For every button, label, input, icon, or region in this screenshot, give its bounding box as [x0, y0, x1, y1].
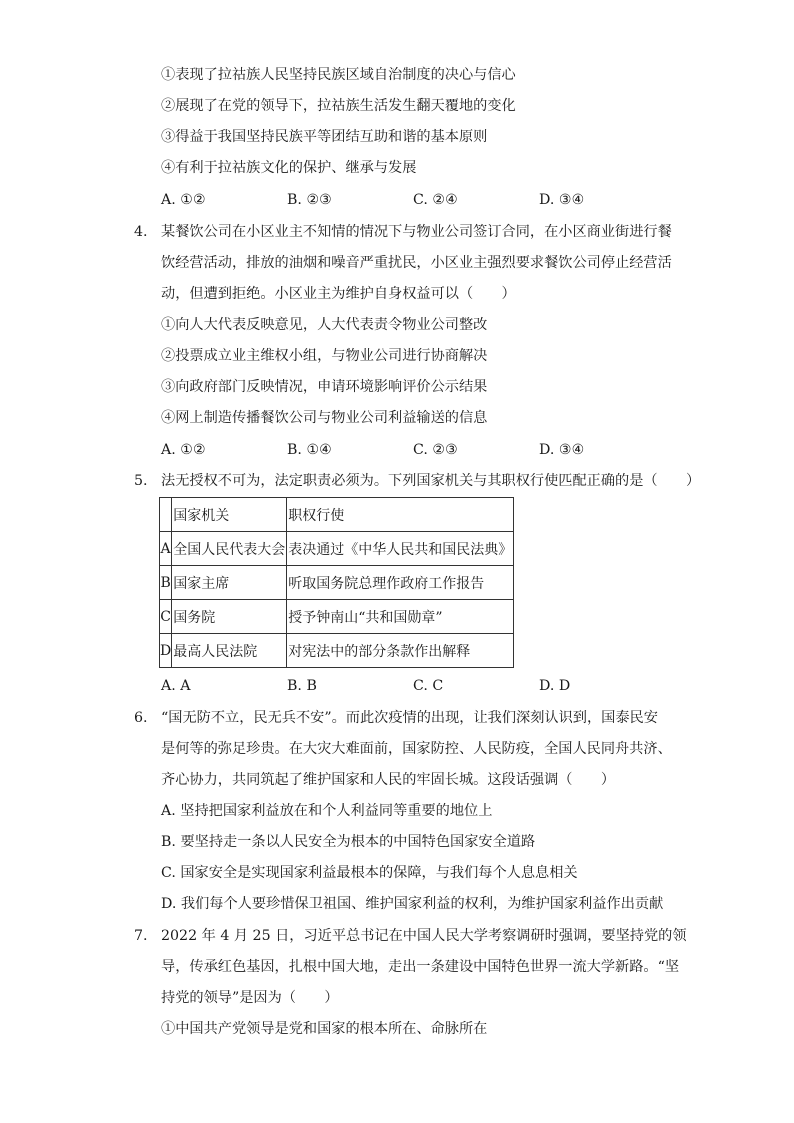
q6-number: 6. [134, 710, 148, 726]
table-cell: D [160, 634, 172, 668]
table-header-organ: 国家机关 [172, 498, 287, 532]
table-cell: A [160, 532, 172, 566]
q3-statement-1: ①表现了拉祜族人民坚持民族区域自治制度的决心与信心 [161, 67, 516, 83]
q5-table [159, 497, 514, 668]
q6-stem-line-2: 是何等的弥足珍贵。在大灾大难面前，国家防控、人民防疫，全国人民同舟共济、 [161, 741, 672, 757]
q4-option-d: D. ③④ [539, 442, 585, 458]
q4-stem-line-1: 某餐饮公司在小区业主不知情的情况下与物业公司签订合同，在小区商业街进行餐 [161, 224, 672, 240]
table-cell: C [160, 600, 172, 634]
q4-statement-4: ④网上制造传播餐饮公司与物业公司利益输送的信息 [161, 410, 488, 426]
table-cell: 授予钟南山“共和国勋章” [287, 600, 514, 634]
table-cell: 国家主席 [172, 566, 287, 600]
q4-option-b: B. ①④ [287, 442, 332, 458]
table-header-power: 职权行使 [287, 498, 514, 532]
q3-option-d: D. ③④ [539, 192, 585, 208]
table-row [160, 634, 514, 668]
q3-statement-2: ②展现了在党的领导下，拉祜族生活发生翻天覆地的变化 [161, 98, 516, 114]
q3-option-c: C. ②④ [413, 192, 458, 208]
q4-statement-2: ②投票成立业主维权小组，与物业公司进行协商解决 [161, 348, 488, 364]
q5-option-c: C. C [413, 678, 444, 694]
q5-number: 5. [134, 473, 148, 489]
q3-option-b: B. ②③ [287, 192, 332, 208]
q7-stem-line-1: 2022 年 4 月 25 日，习近平总书记在中国人民大学考察调研时强调，要坚持党的领 [161, 928, 687, 944]
q7-statement-1: ①中国共产党领导是党和国家的根本所在、命脉所在 [161, 1021, 488, 1037]
q3-statement-4: ④有利于拉祜族文化的保护、继承与发展 [161, 160, 417, 176]
q6-option-d: D. 我们每个人要珍惜保卫祖国、维护国家利益的权利，为维护国家利益作出贡献 [161, 896, 664, 912]
q5-stem: 法无授权不可为，法定职责必须为。下列国家机关与其职权行使匹配正确的是（ ） [161, 473, 701, 489]
q7-number: 7. [134, 928, 148, 944]
q4-option-a: A. ①② [161, 442, 206, 458]
q4-number: 4. [134, 224, 148, 240]
q5-option-b: B. B [287, 678, 317, 694]
q5-option-a: A. A [161, 678, 191, 694]
table-cell: 最高人民法院 [172, 634, 287, 668]
q7-stem-line-3: 持党的领导”是因为（ ） [161, 990, 339, 1006]
q3-statement-3: ③得益于我国坚持民族平等团结互助和谐的基本原则 [161, 129, 488, 145]
q4-statement-3: ③向政府部门反映情况，申请环境影响评价公示结果 [161, 379, 488, 395]
q4-option-c: C. ②③ [413, 442, 458, 458]
table-cell: 表决通过《中华人民共和国民法典》 [287, 532, 514, 566]
q6-option-c: C. 国家安全是实现国家利益最根本的保障，与我们每个人息息相关 [161, 865, 578, 881]
table-cell: B [160, 566, 172, 600]
q4-statement-1: ①向人大代表反映意见，人大代表责令物业公司整改 [161, 317, 488, 333]
table-cell: 全国人民代表大会 [172, 532, 287, 566]
q6-stem-line-1: “国无防不立，民无兵不安”。而此次疫情的出现，让我们深刻认识到，国泰民安 [161, 710, 658, 726]
table-cell [160, 498, 172, 532]
table-row [160, 566, 514, 600]
table-cell: 对宪法中的部分条款作出解释 [287, 634, 514, 668]
q4-stem-line-3: 动，但遭到拒绝。小区业主为维护自身权益可以（ ） [161, 286, 516, 302]
q4-stem-line-2: 饮经营活动，排放的油烟和噪音严重扰民，小区业主强烈要求餐饮公司停止经营活 [161, 255, 672, 271]
q5-table-header-row [160, 498, 514, 532]
q5-option-d: D. D [539, 678, 571, 694]
q3-option-a: A. ①② [161, 192, 206, 208]
table-cell: 听取国务院总理作政府工作报告 [287, 566, 514, 600]
q7-stem-line-2: 导，传承红色基因，扎根中国大地，走出一条建设中国特色世界一流大学新路。“坚 [161, 959, 680, 975]
table-row [160, 600, 514, 634]
q6-option-b: B. 要坚持走一条以人民安全为根本的中国特色国家安全道路 [161, 834, 536, 850]
q6-option-a: A. 坚持把国家利益放在和个人利益同等重要的地位上 [161, 803, 493, 819]
q6-stem-line-3: 齐心协力，共同筑起了维护国家和人民的牢固长城。这段话强调（ ） [161, 772, 616, 788]
table-row [160, 532, 514, 566]
table-cell: 国务院 [172, 600, 287, 634]
